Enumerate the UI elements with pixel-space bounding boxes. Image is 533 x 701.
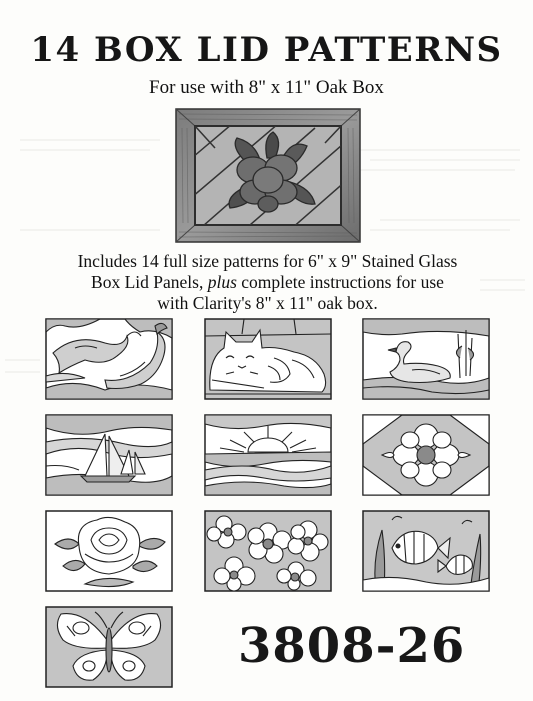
description-line-2-end: complete instructions for use: [236, 272, 444, 292]
oak-box-photo: [175, 108, 361, 243]
flowers-pattern-icon: [204, 510, 332, 592]
rose-pattern-icon: [45, 510, 173, 592]
description-line-3: with Clarity's 8" x 11" oak box.: [157, 293, 378, 313]
swan-pattern-icon: [362, 318, 490, 400]
butterfly-pattern-tile: [45, 606, 173, 688]
description-line-2-start: Box Lid Panels,: [91, 272, 208, 292]
dolphins-pattern-icon: [45, 318, 173, 400]
flowers-pattern-tile: [204, 510, 332, 592]
product-code: 3808-26: [238, 618, 466, 674]
swan-pattern-tile: [362, 318, 490, 400]
product-description: [45, 251, 490, 314]
tropical-fish-pattern-icon: [362, 510, 490, 592]
floral-medallion-pattern-tile: [362, 414, 490, 496]
tropical-fish-pattern-tile: [362, 510, 490, 592]
description-emphasis: plus: [207, 272, 237, 292]
sunset-hills-pattern-icon: [204, 414, 332, 496]
rose-pattern-tile: [45, 510, 173, 592]
floral-medallion-pattern-icon: [362, 414, 490, 496]
oak-box-flower-panel-icon: [175, 108, 361, 243]
sailboats-pattern-tile: [45, 414, 173, 496]
cat-pattern-icon: [204, 318, 332, 400]
sunset-hills-pattern-tile: [204, 414, 332, 496]
sailboats-pattern-icon: [45, 414, 173, 496]
description-line-1: Includes 14 full size patterns for 6" x 9" Stained Glass: [77, 251, 458, 271]
page-title: 14 BOX LID PATTERNS: [30, 30, 503, 70]
cat-pattern-tile: [204, 318, 332, 400]
page-subtitle: For use with 8" x 11" Oak Box: [149, 77, 384, 98]
butterfly-pattern-icon: [45, 606, 173, 688]
description-line-2: [45, 272, 490, 293]
dolphins-pattern-tile: [45, 318, 173, 400]
